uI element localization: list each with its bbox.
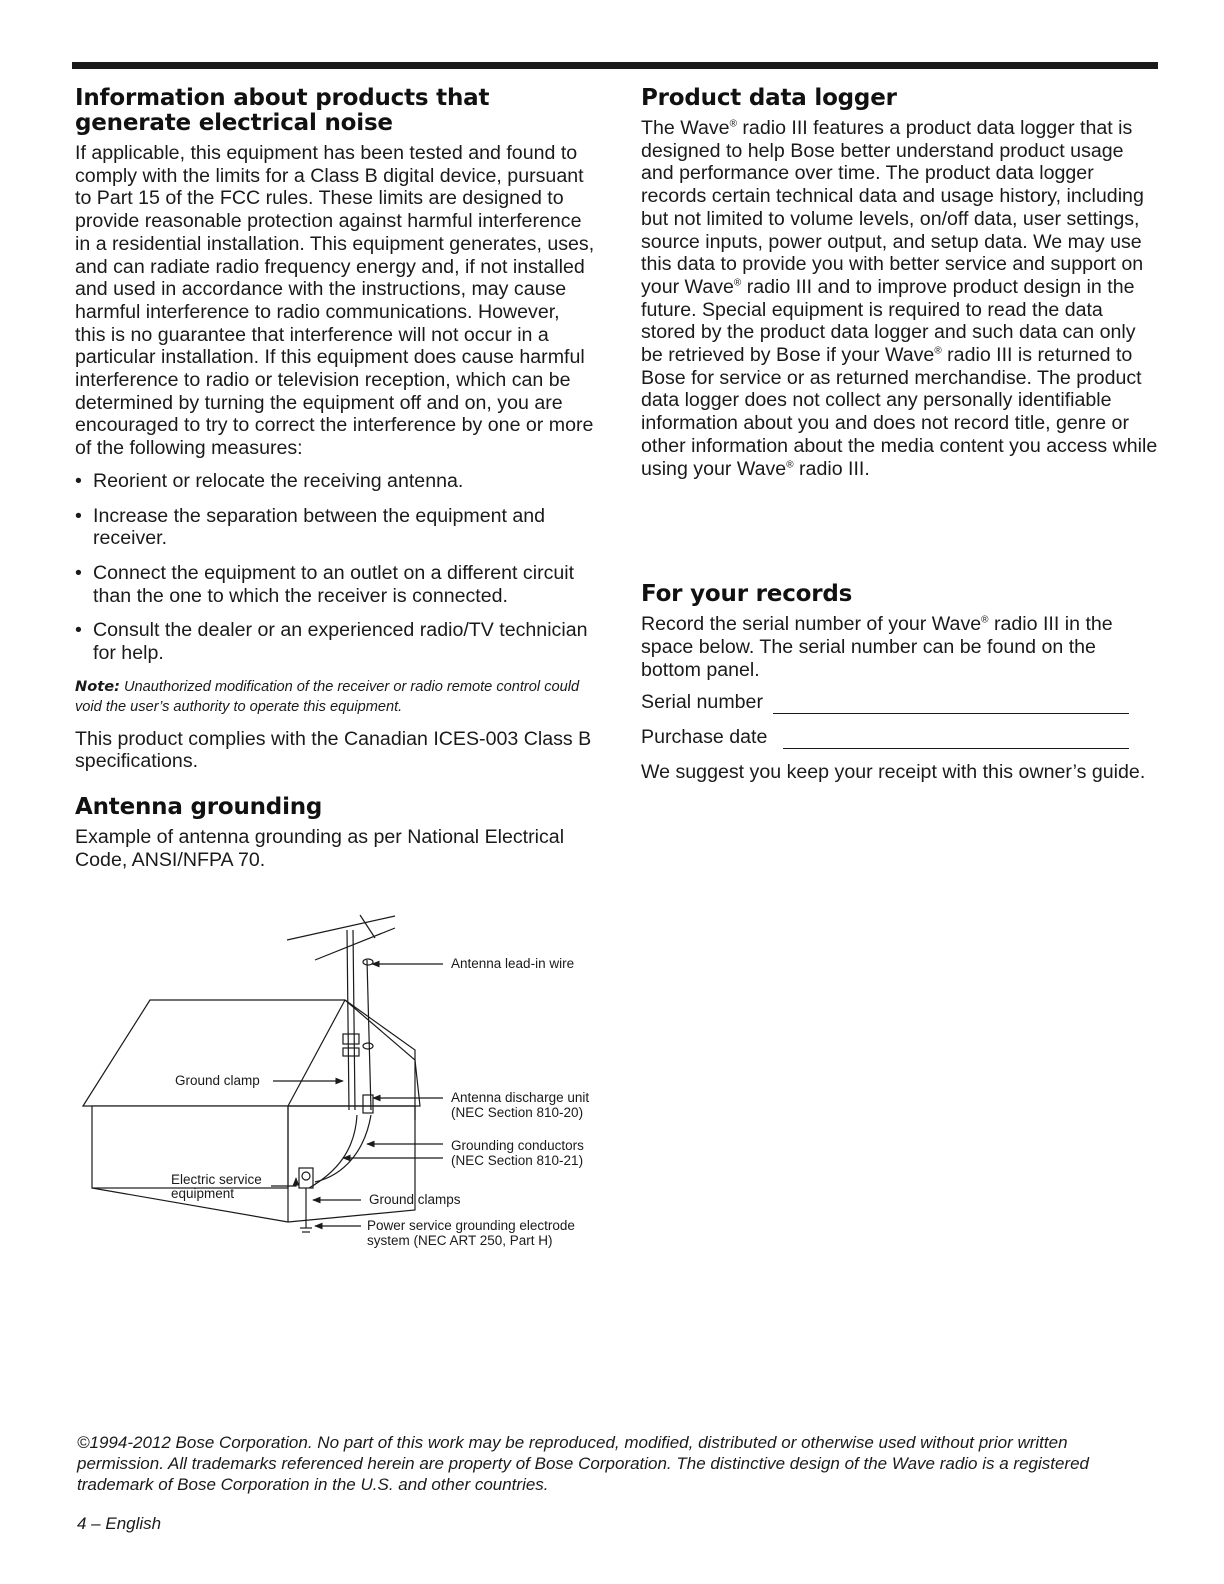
logger-text <box>641 117 1161 480</box>
antenna-intro: Example of antenna grounding as per National Electrical Code, ANSI/NFPA 70. <box>75 826 565 871</box>
label-electric-service-equipment: equipment <box>171 1186 235 1201</box>
page-footer: 4 – English <box>77 1514 162 1533</box>
left-column <box>75 86 595 882</box>
list-item: • Connect the equipment to an outlet on a different circuit than the one to which the receiver is connected. <box>75 562 595 607</box>
label-lead-in-wire: Antenna lead-in wire <box>451 956 575 971</box>
note <box>75 677 595 717</box>
canada-compliance: This product complies with the Canadian ICES-003 Class B specifications. <box>75 727 592 773</box>
right-column <box>641 86 1161 793</box>
noise-heading: Information about products that generate electrical noise <box>75 85 490 136</box>
purchase-date-label: Purchase date <box>641 726 768 749</box>
list-item: • Consult the dealer or an experienced radio/TV technician for help. <box>75 619 595 664</box>
top-rule <box>72 62 1158 69</box>
label-ground-clamp: Ground clamp <box>175 1073 260 1088</box>
records-heading: For your records <box>641 581 853 608</box>
label-power-service: Power service grounding electrode <box>367 1218 575 1233</box>
registered-mark: ® <box>733 277 742 289</box>
registered-mark: ® <box>934 345 942 357</box>
logger-text-part: radio III. <box>793 457 870 480</box>
purchase-date-row <box>641 726 1161 749</box>
registered-mark: ® <box>981 614 989 626</box>
measures-list <box>75 470 595 665</box>
list-item: • Reorient or relocate the receiving antenna. <box>75 470 595 493</box>
serial-number-row <box>641 691 1161 714</box>
logger-heading: Product data logger <box>641 85 897 111</box>
note-label: Note: <box>75 677 120 695</box>
records-text <box>641 613 1161 681</box>
label-grounding-conductors-nec: (NEC Section 810-21) <box>451 1153 584 1168</box>
serial-number-label: Serial number <box>641 691 763 714</box>
noise-intro: If applicable, this equipment has been tested and found to comply with the limits for a Class B digital device, pursuant to Part 15 of the FCC rules. These limits are designed to provide reasonable protection against harmful interference in a residential installation. This equipment generates, uses, and can radiate radio frequency energy and, if not installed and used in accordance with the instructions, may cause harmful interference to radio communications. However, this is no guarantee that interference will not occur in a particular installation. If this equipment does cause harmful interference to radio or television reception, which can be determined by turning the equipment off and on, you are encouraged to try to correct the interference by one or more of the following measures: <box>75 142 595 460</box>
antenna-grounding-diagram <box>75 910 615 1260</box>
logger-text-part: radio III is returned to Bose for service or as returned merchandise. The product data logger does not collect any personally identifiable information about you and does not record title, genre or other information about the media content you access while using your Wave <box>641 344 1158 480</box>
label-grounding-conductors: Grounding conductors <box>451 1138 584 1153</box>
logger-text-part: The Wave <box>641 117 730 139</box>
label-electric-service: Electric service <box>171 1172 262 1187</box>
note-text: Unauthorized modification of the receiver or radio remote control could void the user’s authority to operate this equipment. <box>75 678 580 715</box>
spacer <box>641 490 1161 582</box>
antenna-heading: Antenna grounding <box>75 794 323 821</box>
receipt-suggestion: We suggest you keep your receipt with this owner’s guide. <box>641 760 1146 783</box>
records-text-part: radio III in the space below. The serial number can be found on the bottom panel. <box>641 613 1113 681</box>
registered-mark: ® <box>729 118 737 130</box>
logger-text-part: radio III features a product data logger that is designed to help Bose better understand product usage and performance over time. The product data logger records certain technical data and usage history, including but not limited to volume levels, on/off data, user settings, source inputs, power output, and setup data. We may use this data to provide you with better service and support on your Wave <box>641 117 1144 298</box>
label-discharge-unit: Antenna discharge unit <box>451 1090 590 1105</box>
purchase-date-line <box>783 732 1129 749</box>
records-text-part: Record the serial number of your Wave <box>641 613 982 636</box>
label-ground-clamps: Ground clamps <box>369 1192 461 1207</box>
diagram-svg <box>75 910 615 1260</box>
label-discharge-unit-nec: (NEC Section 810-20) <box>451 1105 584 1120</box>
registered-mark: ® <box>786 459 794 471</box>
list-item: • Increase the separation between the equipment and receiver. <box>75 505 595 550</box>
copyright-notice: ©1994-2012 Bose Corporation. No part of this work may be reproduced, modified, distributed or otherwise used without prior written permission. All trademarks referenced herein are property of Bose Corporation. The distinctive design of the Wave radio is a registered trademark of Bose Corporation in the U.S. and other countries. <box>77 1433 1089 1494</box>
logger-text-part: radio III and to improve product design in the future. Special equipment is required to read the data stored by the product data logger and such data can only be retrieved by Bose if your Wave <box>641 275 1136 367</box>
serial-number-line <box>773 697 1129 714</box>
label-power-service-nec: system (NEC ART 250, Part H) <box>367 1233 553 1248</box>
